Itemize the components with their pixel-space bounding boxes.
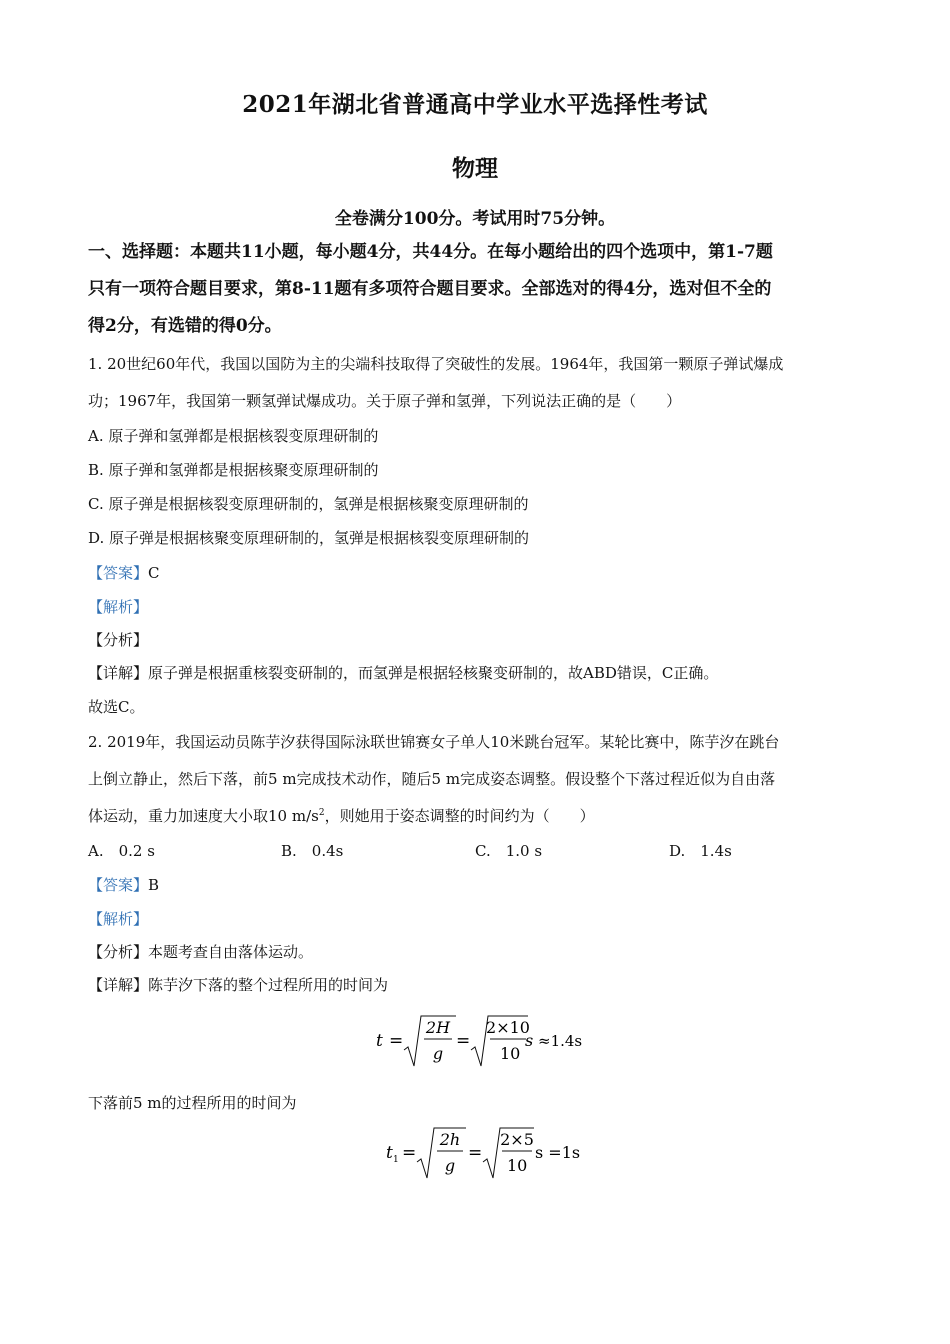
stem-text: 体运动，重力加速度大小取10 m/s [88, 807, 319, 825]
section-heading-line: 只有一项符合题目要求，第8-11题有多项符合题目要求。全部选对的得4分，选对但不全的 [88, 279, 772, 299]
exam-title: 2021年湖北省普通高中学业水平选择性考试 [242, 91, 708, 118]
answer-tag: 【答案】 [88, 564, 149, 582]
stem-text: ，则她用于姿态调整的时间约为（ ） [324, 807, 595, 825]
section-heading-line: 一、选择题：本题共11小题，每小题4分，共44分。在每小题给出的四个选项中，第1-7题 [88, 242, 773, 262]
q1-answer [88, 562, 160, 583]
fraction-numerator: 2h [439, 1130, 461, 1149]
q2-option-b: B. 0.4s [281, 842, 344, 860]
q2-analysis-tag: 【解析】 [88, 910, 149, 928]
q2-option-a: A. 0.2 s [88, 842, 155, 860]
q1-option-d: D. 原子弹是根据核聚变原理研制的，氢弹是根据核裂变原理研制的 [88, 529, 530, 547]
q1-option-b: B. 原子弹和氢弹都是根据核聚变原理研制的 [88, 461, 379, 479]
q2-stem-line: 2. 2019年，我国运动员陈芋汐获得国际泳联世锦赛女子单人10米跳台冠军。某轮比赛中，陈芋汐在跳台 [88, 733, 780, 751]
q2-option-d: D. 1.4s [669, 842, 732, 860]
detail-text: 原子弹是根据重核裂变研制的，而氢弹是根据轻核聚变研制的，故ABD错误，C正确。 [148, 664, 719, 682]
fraction-numerator: 2×10 [486, 1018, 530, 1037]
q1-stem-line: 1. 20世纪60年代，我国以国防为主的尖端科技取得了突破性的发展。1964年，我国第一颗原子弹试爆成 [88, 355, 784, 373]
detail-tag: 【详解】 [88, 664, 149, 682]
fenxi-tag: 【分析】 [88, 943, 149, 961]
fraction-denominator: g [444, 1156, 456, 1175]
formula-result: ≈1.4s [538, 1032, 583, 1050]
detail-text: 陈芋汐下落的整个过程所用的时间为 [148, 976, 389, 994]
formula-equals: = [402, 1143, 417, 1163]
q1-analysis-tag: 【解析】 [88, 598, 149, 616]
q2-mid-text: 下落前5 m的过程所用的时间为 [88, 1094, 297, 1112]
detail-tag: 【详解】 [88, 976, 149, 994]
exam-note: 全卷满分100分。考试用时75分钟。 [334, 209, 616, 229]
formula-equals: = [456, 1031, 471, 1051]
formula-lhs: t [376, 1031, 383, 1051]
q1-detail [88, 662, 718, 683]
q1-option-c: C. 原子弹是根据核裂变原理研制的，氢弹是根据核聚变原理研制的 [88, 495, 529, 513]
q2-option-c: C. 1.0 s [475, 842, 543, 860]
formula-lhs: t [386, 1143, 393, 1163]
formula-equals: = [468, 1143, 483, 1163]
q2-answer [88, 874, 159, 895]
fraction-denominator: 10 [507, 1156, 528, 1175]
section-heading [88, 234, 868, 345]
answer-value: C [148, 564, 160, 582]
formula-unit: s [525, 1031, 534, 1050]
answer-tag: 【答案】 [88, 876, 149, 894]
superscript: 2 [318, 808, 325, 818]
formula-first-5m-time [380, 1120, 600, 1184]
q2-fenxi [88, 941, 313, 962]
formula-result: s =1s [535, 1143, 581, 1162]
q1-stem-line: 功；1967年，我国第一颗氢弹试爆成功。关于原子弹和氢弹，下列说法正确的是（ ） [88, 392, 682, 410]
q2-stem-line [88, 805, 595, 826]
fraction-numerator: 2H [425, 1018, 451, 1037]
fraction-numerator: 2×5 [500, 1130, 534, 1149]
q1-conclusion: 故选C。 [88, 698, 145, 716]
fraction-denominator: g [432, 1044, 444, 1063]
formula-equals: = [389, 1031, 404, 1051]
subject-title: 物理 [452, 155, 498, 182]
fraction-denominator: 10 [500, 1044, 521, 1063]
q2-stem-line: 上倒立静止，然后下落，前5 m完成技术动作，随后5 m完成姿态调整。假设整个下落过程近似为自由落 [88, 770, 776, 788]
section-heading-line: 得2分，有选错的得0分。 [88, 316, 282, 336]
answer-value: B [148, 876, 160, 894]
fenxi-text: 本题考查自由落体运动。 [148, 943, 314, 961]
q1-option-a: A. 原子弹和氢弹都是根据核裂变原理研制的 [88, 427, 379, 445]
formula-svg [380, 1120, 600, 1184]
formula-svg [370, 1008, 600, 1072]
q2-detail [88, 974, 388, 995]
q1-fenxi-tag: 【分析】 [88, 631, 149, 649]
formula-total-time [370, 1008, 600, 1072]
formula-subscript: 1 [393, 1155, 399, 1165]
